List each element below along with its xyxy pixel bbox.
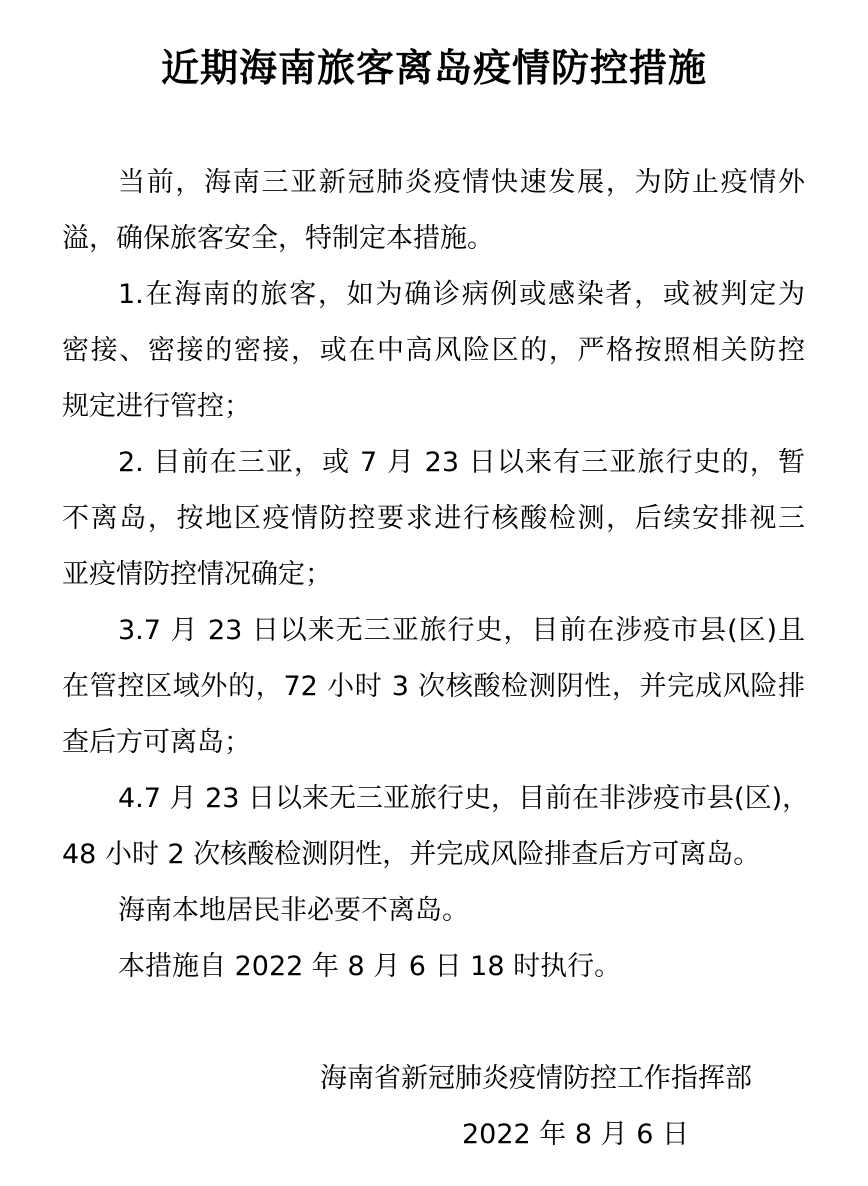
paragraph-line: 2. 目前在三亚，或 7 月 23 日以来有三亚旅行史的，暂 xyxy=(118,447,805,478)
paragraph-line: 不离岛，按地区疫情防控要求进行核酸检测，后续安排视三 xyxy=(62,503,805,534)
paragraph-line: 海南本地居民非必要不离岛。 xyxy=(118,895,469,926)
paragraph-line: 4.7 月 23 日以来无三亚旅行史，目前在非涉疫市县(区)， xyxy=(118,783,810,814)
paragraph-line: 密接、密接的密接，或在中高风险区的，严格按照相关防控 xyxy=(62,335,805,366)
paragraph-line: 在管控区域外的，72 小时 3 次核酸检测阴性，并完成风险排 xyxy=(62,671,805,702)
document-title: 近期海南旅客离岛疫情防控措施 xyxy=(160,46,707,90)
paragraph-line: 溢，确保旅客安全，特制定本措施。 xyxy=(62,223,494,254)
paragraph-line: 规定进行管控； xyxy=(62,391,251,422)
paragraph-line: 亚疫情防控情况确定； xyxy=(62,559,332,590)
paragraph-line: 1.在海南的旅客，如为确诊病例或感染者，或被判定为 xyxy=(118,279,805,310)
paragraph-line: 当前，海南三亚新冠肺炎疫情快速发展，为防止疫情外 xyxy=(118,167,805,198)
paragraph-line: 3.7 月 23 日以来无三亚旅行史，目前在涉疫市县(区)且 xyxy=(118,615,806,646)
issuer-signature: 海南省新冠肺炎疫情防控工作指挥部 xyxy=(320,1063,752,1094)
paragraph-line: 本措施自 2022 年 8 月 6 日 18 时执行。 xyxy=(118,951,622,982)
paragraph-line: 48 小时 2 次核酸检测阴性，并完成风险排查后方可离岛。 xyxy=(62,839,761,870)
paragraph-line: 查后方可离岛； xyxy=(62,727,251,758)
issue-date: 2022 年 8 月 6 日 xyxy=(462,1119,689,1150)
